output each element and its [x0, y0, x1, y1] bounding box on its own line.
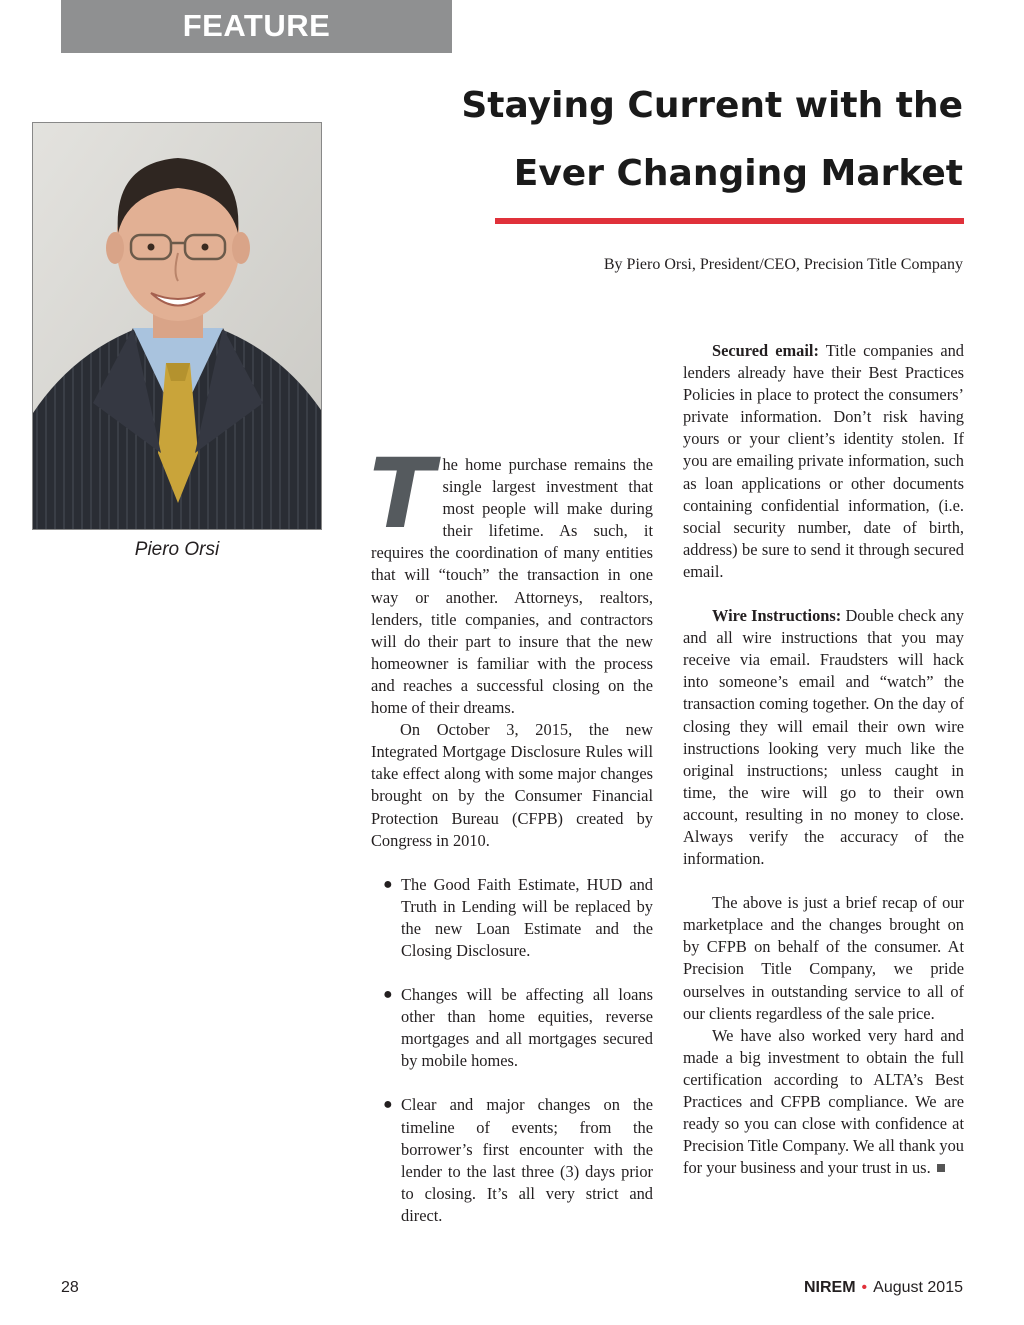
author-photo: [32, 122, 322, 530]
closing-paragraph: [683, 1025, 964, 1180]
list-item-text: Changes will be affecting all loans other than home equities, reverse mortgages and all mortgages secured by mobile homes.: [401, 985, 653, 1071]
magazine-name: NIREM: [803, 1279, 856, 1296]
secured-email-text: Title companies and lenders already have their Best Practices Policies in place to protect the consumers’ private information. Don’t risk having yours or your client’s identity stolen. If you are emailing private information, such as loan applications or other documents containing confidential information, (i.e. social security number, date of birth, address) be sure to send it through secured email.: [683, 341, 964, 581]
section-banner: [61, 0, 452, 53]
wire-instructions-text: Double check any and all wire instructions that you may receive via email. Fraudsters will hack into someone’s email and “watch” the transaction coming together. On the day of closing they will email their own wire instructions looking very much like the original instructions; unless caught in time, the wire will go to their own account, resulting in no money to close. Always verify the accuracy of the information.: [683, 606, 964, 869]
end-of-article-icon: [937, 1164, 945, 1172]
footer-separator: •: [861, 1279, 868, 1296]
rules-paragraph: On October 3, 2015, the new Integrated Mortgage Disclosure Rules will take effect along with some major changes brought on by the Consumer Financial Protection Bureau (CFPB) created by Congress in 2010.: [371, 720, 653, 850]
article-title-line-1: Staying Current with the: [461, 85, 963, 126]
article-column-middle: [369, 438, 653, 1227]
list-item: [371, 874, 653, 962]
changes-list: [371, 874, 653, 1227]
list-item: [371, 1094, 653, 1227]
secured-email-heading: Secured email:: [712, 341, 819, 360]
bullet-icon: ●: [383, 986, 393, 1004]
wire-instructions-paragraph: [683, 605, 964, 870]
list-item: [371, 984, 653, 1072]
article-column-right: [683, 340, 964, 1179]
intro-paragraph: [369, 438, 653, 719]
bullet-icon: ●: [383, 1096, 393, 1114]
recap-paragraph: The above is just a brief recap of our marketplace and the changes brought on by CFPB on behalf of the consumer. At Precision Title Company, we pride ourselves in outstanding service to all of our clients regardless of the sale price.: [683, 893, 964, 1023]
section-label: FEATURE: [182, 8, 331, 43]
author-portrait-image: [33, 123, 322, 530]
page-number: 28: [61, 1279, 79, 1296]
wire-instructions-heading: Wire Instructions:: [712, 606, 842, 626]
byline: By Piero Orsi, President/CEO, Precision Title Company: [603, 256, 963, 273]
photo-caption: Piero Orsi: [134, 539, 220, 560]
closing-text: We have also worked very hard and made a big investment to obtain the full certification according to ALTA’s Best Practices and CFPB compliance. We are ready so you can close with confidence at Precision Title Company. We all thank you for your business and your trust in us.: [683, 1025, 964, 1178]
list-item-text: The Good Faith Estimate, HUD and Truth in Lending will be replaced by the new Loan Estimate and the Closing Disclosure.: [401, 874, 653, 960]
footer-publication: [804, 1279, 963, 1297]
list-item-text: Clear and major changes on the timeline of events; from the borrower’s first encounter with the lender to the last three (3) days prior to closing. It’s all very strict and direct.: [401, 1095, 653, 1225]
title-divider: [495, 218, 964, 224]
drop-cap: T: [369, 438, 435, 550]
secured-email-paragraph: [683, 340, 964, 583]
article-title-line-2: Ever Changing Market: [513, 153, 963, 194]
intro-text: he home purchase remains the single largest investment that most people will make during their lifetime. As such, it requires the coordination of many entities that will “touch” the transaction in one way or another. Attorneys, realtors, lenders, title companies, and contractors will do their part to insure that the new homeowner is familiar with the process and reaches a successful closing on the home of their dreams.: [371, 455, 653, 718]
issue-date: August 2015: [873, 1279, 963, 1296]
bullet-icon: ●: [383, 875, 393, 893]
